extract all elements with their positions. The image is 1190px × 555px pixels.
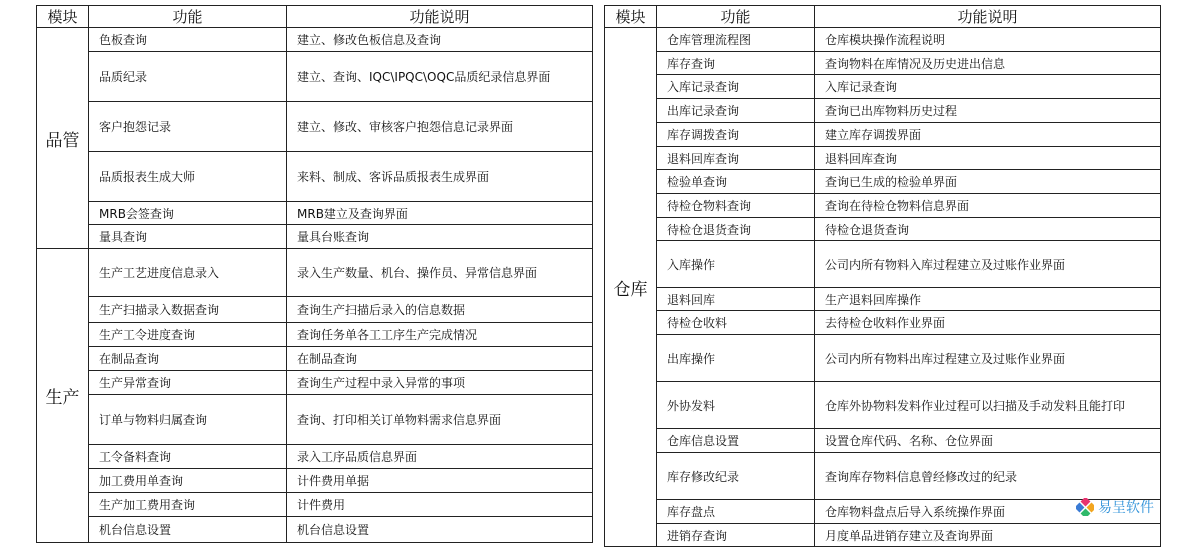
- left-header-row: [37, 6, 593, 28]
- description-cell: 查询任务单各工工序生产完成情况: [287, 323, 593, 347]
- table-row: [605, 335, 1161, 382]
- function-cell: 退料回库查询: [657, 147, 815, 170]
- table-row: [37, 371, 593, 395]
- table-row: [37, 347, 593, 371]
- function-cell: 库存修改纪录: [657, 453, 815, 500]
- table-row: [605, 382, 1161, 429]
- function-cell: 品质报表生成大师: [89, 152, 287, 202]
- table-row: [605, 218, 1161, 241]
- table-row: [605, 170, 1161, 194]
- description-cell: 查询已生成的检验单界面: [815, 170, 1161, 194]
- function-cell: MRB会签查询: [89, 202, 287, 225]
- description-cell: 查询物料在库情况及历史进出信息: [815, 52, 1161, 75]
- watermark-logo: [1076, 497, 1154, 517]
- description-cell: 查询已出库物料历史过程: [815, 99, 1161, 123]
- description-cell: 机台信息设置: [287, 517, 593, 543]
- table-row: [37, 297, 593, 323]
- description-cell: 公司内所有物料出库过程建立及过账作业界面: [815, 335, 1161, 382]
- table-row: [37, 517, 593, 543]
- table-row: [605, 194, 1161, 218]
- description-cell: 在制品查询: [287, 347, 593, 371]
- description-cell: 查询库存物料信息曾经修改过的纪录: [815, 453, 1161, 500]
- function-cell: 待检仓物料查询: [657, 194, 815, 218]
- table-row: [605, 75, 1161, 99]
- description-cell: 仓库模块操作流程说明: [815, 28, 1161, 52]
- description-cell: 月度单品进销存建立及查询界面: [815, 524, 1161, 547]
- function-cell: 机台信息设置: [89, 517, 287, 543]
- table-row: [37, 493, 593, 517]
- function-cell: 退料回库: [657, 288, 815, 311]
- left-function-table: [36, 5, 593, 543]
- table-row: [37, 28, 593, 52]
- function-header: 功能: [657, 6, 815, 28]
- table-row: [605, 28, 1161, 52]
- function-cell: 进销存查询: [657, 524, 815, 547]
- description-cell: 建立、查询、IQC\IPQC\OQC品质纪录信息界面: [287, 52, 593, 102]
- table-row: [605, 52, 1161, 75]
- description-cell: 仓库物料盘点后导入系统操作界面: [815, 500, 1161, 524]
- table-row: [605, 147, 1161, 170]
- function-cell: 生产异常查询: [89, 371, 287, 395]
- description-cell: 录入生产数量、机台、操作员、异常信息界面: [287, 249, 593, 297]
- table-row: [605, 123, 1161, 147]
- description-cell: 量具台账查询: [287, 225, 593, 249]
- right-header-row: [605, 6, 1161, 28]
- description-cell: 去待检仓收料作业界面: [815, 311, 1161, 335]
- table-row: [37, 395, 593, 445]
- table-row: [605, 99, 1161, 123]
- function-cell: 在制品查询: [89, 347, 287, 371]
- table-row: [605, 453, 1161, 500]
- function-cell: 量具查询: [89, 225, 287, 249]
- module-header: 模块: [37, 6, 89, 28]
- table-row: [37, 249, 593, 297]
- table-row: [605, 311, 1161, 335]
- function-cell: 待检仓退货查询: [657, 218, 815, 241]
- description-cell: 待检仓退货查询: [815, 218, 1161, 241]
- description-cell: 建立、修改、审核客户抱怨信息记录界面: [287, 102, 593, 152]
- description-cell: 计件费用: [287, 493, 593, 517]
- function-cell: 库存调拨查询: [657, 123, 815, 147]
- description-cell: 来料、制成、客诉品质报表生成界面: [287, 152, 593, 202]
- description-cell: 计件费用单据: [287, 469, 593, 493]
- watermark-text: 易呈软件: [1098, 500, 1154, 516]
- function-cell: 品质纪录: [89, 52, 287, 102]
- function-cell: 色板查询: [89, 28, 287, 52]
- function-cell: 生产工令进度查询: [89, 323, 287, 347]
- table-row: [605, 288, 1161, 311]
- table-row: [605, 524, 1161, 547]
- table-row: [37, 445, 593, 469]
- function-cell: 生产加工费用查询: [89, 493, 287, 517]
- table-row: [605, 241, 1161, 288]
- table-row: [37, 102, 593, 152]
- table-row: [37, 469, 593, 493]
- description-cell: 仓库外协物料发料作业过程可以扫描及手动发料且能打印: [815, 382, 1161, 429]
- module-header: 模块: [605, 6, 657, 28]
- description-cell: 建立库存调拨界面: [815, 123, 1161, 147]
- description-cell: 建立、修改色板信息及查询: [287, 28, 593, 52]
- function-cell: 加工费用单查询: [89, 469, 287, 493]
- function-cell: 库存盘点: [657, 500, 815, 524]
- description-cell: 查询在待检仓物料信息界面: [815, 194, 1161, 218]
- function-cell: 生产工艺进度信息录入: [89, 249, 287, 297]
- description-header: 功能说明: [287, 6, 593, 28]
- table-row: [605, 429, 1161, 453]
- right-function-table: [604, 5, 1161, 547]
- module-cell: 生产: [37, 249, 89, 543]
- description-cell: 查询、打印相关订单物料需求信息界面: [287, 395, 593, 445]
- function-cell: 入库操作: [657, 241, 815, 288]
- function-cell: 外协发料: [657, 382, 815, 429]
- table-row: [37, 202, 593, 225]
- table-row: [37, 225, 593, 249]
- function-cell: 生产扫描录入数据查询: [89, 297, 287, 323]
- description-cell: 生产退料回库操作: [815, 288, 1161, 311]
- description-cell: MRB建立及查询界面: [287, 202, 593, 225]
- function-cell: 客户抱怨记录: [89, 102, 287, 152]
- module-cell: 品管: [37, 28, 89, 249]
- function-cell: 待检仓收料: [657, 311, 815, 335]
- function-cell: 入库记录查询: [657, 75, 815, 99]
- table-row: [37, 52, 593, 102]
- module-cell: 仓库: [605, 28, 657, 547]
- description-cell: 录入工序品质信息界面: [287, 445, 593, 469]
- function-cell: 订单与物料归属查询: [89, 395, 287, 445]
- description-cell: 设置仓库代码、名称、仓位界面: [815, 429, 1161, 453]
- function-cell: 库存查询: [657, 52, 815, 75]
- description-cell: 退料回库查询: [815, 147, 1161, 170]
- function-header: 功能: [89, 6, 287, 28]
- function-cell: 出库操作: [657, 335, 815, 382]
- table-row: [37, 323, 593, 347]
- logo-mark-icon: [1076, 498, 1094, 516]
- function-cell: 出库记录查询: [657, 99, 815, 123]
- description-cell: 入库记录查询: [815, 75, 1161, 99]
- function-cell: 仓库信息设置: [657, 429, 815, 453]
- description-cell: 公司内所有物料入库过程建立及过账作业界面: [815, 241, 1161, 288]
- table-row: [37, 152, 593, 202]
- description-cell: 查询生产扫描后录入的信息数据: [287, 297, 593, 323]
- function-cell: 检验单查询: [657, 170, 815, 194]
- function-cell: 工令备料查询: [89, 445, 287, 469]
- function-cell: 仓库管理流程图: [657, 28, 815, 52]
- description-cell: 查询生产过程中录入异常的事项: [287, 371, 593, 395]
- description-header: 功能说明: [815, 6, 1161, 28]
